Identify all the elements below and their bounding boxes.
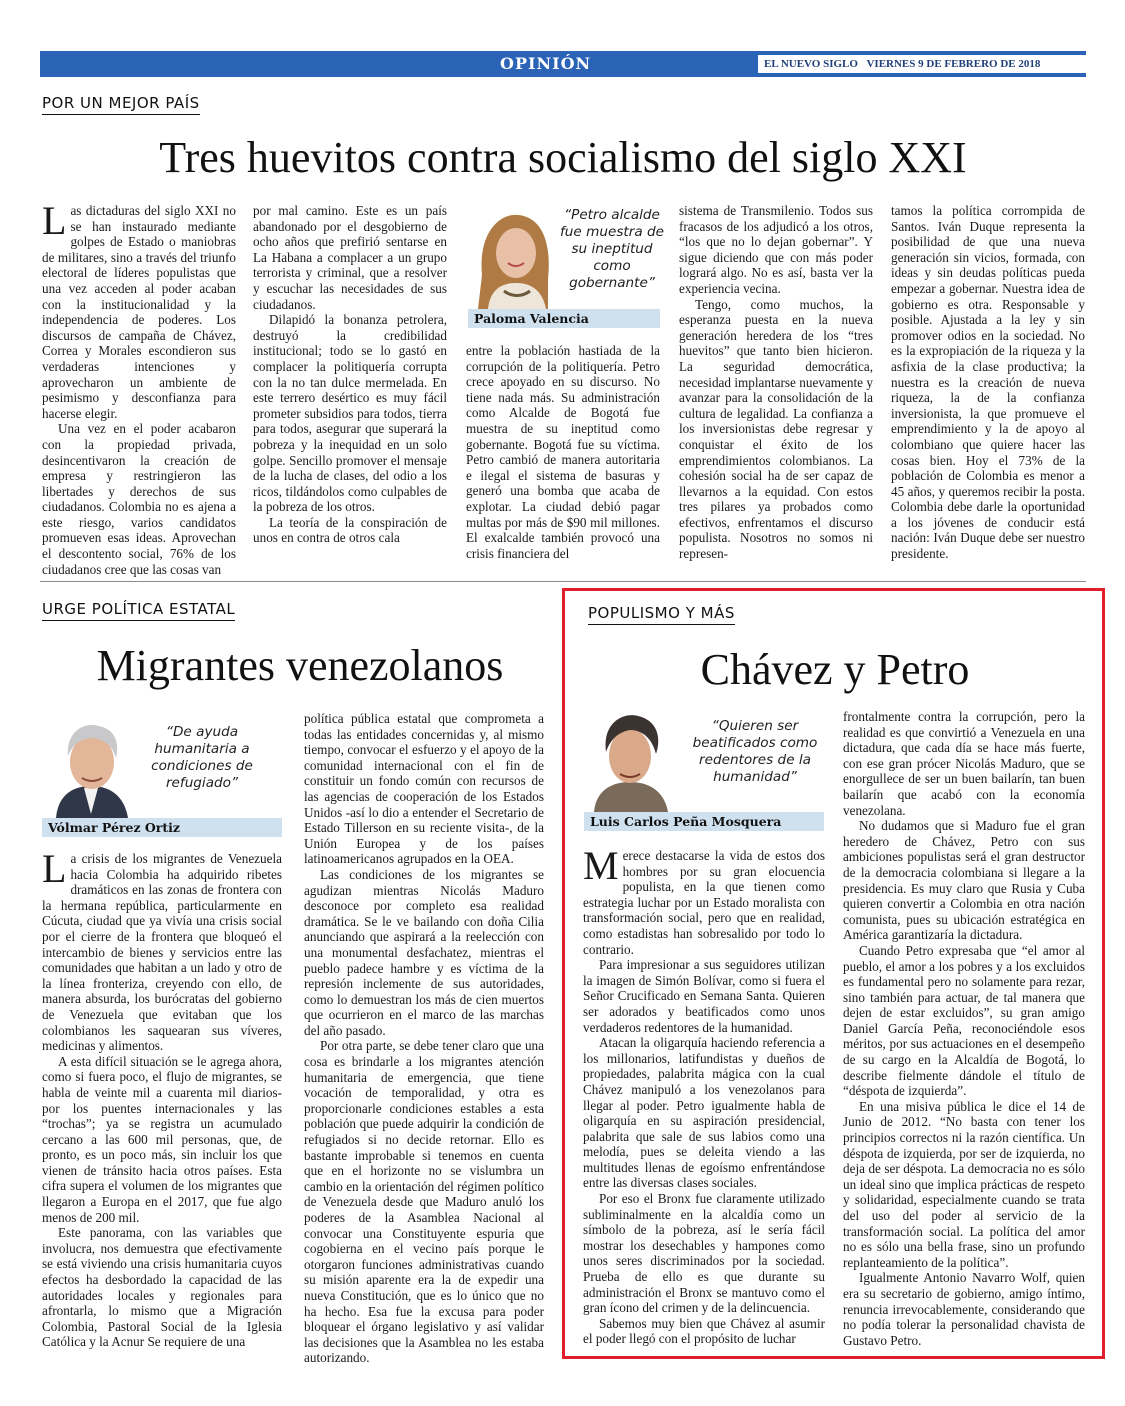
paragraph: Atacan la oligarquía haciendo referencia a los millonarios, latifundistas y dueños de propiedades, palabrita mágica con la cual Chávez manipuló a los venezolanos para llegar al poder. Petro igualmente habla de oligarquía en su aspiración presidencial, palabrita que sale de sus labios como una melodía, pues se deleita viendo a las multitudes llenas de egoísmo enfrentándose entre las diversas clases sociales. [583, 1035, 825, 1191]
issue-date: VIERNES 9 DE FEBRERO DE 2018 [866, 58, 1041, 70]
paragraph: La teoría de la conspiración de unos en contra de otros cala [253, 514, 447, 546]
article2-pull-quote: “De ayuda humanitaria a condiciones de refugiado” [151, 724, 253, 791]
article3-pull-quote: “Quieren ser beatificados como redentores de la humanidad” [692, 718, 818, 785]
section-title: OPINIÓN [500, 54, 592, 73]
paragraph: A esta difícil situación se le agrega ahora, como si fuera poco, el flujo de migrantes, se habla de veinte mil a cuarenta mil diarios- por los puentes internacionales y las “trochas”; ya se registra un acumulado cercano a las 600 mil personas, que, de pronto, es un poco más, sin incluir los que vienen de tránsito hacia otros países. Esta cifra supera el volumen de los migrantes que llegaron a Europa en el 2017, que fue algo menos de 200 mil. [42, 1053, 282, 1225]
paragraph: Las dictaduras del siglo XXI no se han instaurado mediante golpes de Estado o maniobras de militares, sino a través del triunfo electoral de líderes populistas que una vez acceden al poder acaban con la institucionalidad y la independencia de poderes. Los discursos de campaña de Chávez, Correa y Morales escondieron sus verdaderas intenciones y aprovecharon un ambiente de pesimismo y desconfianza para hacerse elegir. [42, 198, 236, 421]
drop-cap: L [42, 198, 67, 243]
paragraph: por mal camino. Este es un país abandonado por el desgobierno de ocho años que prefirió sentarse en La Habana a complacer a un grupo terrorista y criminal, que a resolver y escuchar las necesidades de sus ciudadanos. [253, 203, 447, 312]
article1-kicker: POR UN MEJOR PAÍS [42, 94, 200, 115]
paragraph: tamos la política corrompida de Santos. Iván Duque representa la posibilidad de que una nueva generación sin vicios, formada, con ideas y sin deudas políticas pueda empezar a gobernar. Nuestra idea de gobierno es otra. Responsable y posible. Ajustada a la ley y sin promover odios en la sociedad. No es la expropiación de la riqueza y la asfixia de la clase productiva; la nuestra es la creación de nueva riqueza, la de la confianza inversionista, la que promueve el emprendimiento y la de apoyo al colombiano que quiere hacer las cosas bien. Hoy el 73% de la población de Colombia es menor a 45 años, y queremos recibir la posta. Colombia debe darle la oportunidad a los jóvenes de conducir está nación: Iván Duque debe ser nuestro presidente. [891, 203, 1085, 562]
paragraph: Igualmente Antonio Navarro Wolf, quien era su secretario de gobierno, amigo íntimo, renuncia irrevocablemente, considerando que no podía tolerar la personalidad chavista de Gustavo Petro. [843, 1270, 1085, 1348]
article3-byline: Luis Carlos Peña Mosquera [584, 812, 824, 831]
paragraph: Merece destacarse la vida de estos dos hombres por su gran elocuencia populista, en la que tienen como estrategia luchar por un Estado moralista con transformación social, pero que en realidad, como estadistas han sobresalido por todo lo contrario. [583, 843, 825, 957]
paragraph: entre la población hastiada de la corrupción de la politiquería. Petro crece apoyado en su discurso. No tiene nada más. Su administración como Alcalde de Bogotá fue muestra de su ineptitud como gobernante. Bogotá fue su víctima. Petro cambió de manera autoritaria e ilegal el sistema de basuras y generó una bomba que acaba de explotar. La ciudad debió pagar multas por más de $90 mil millones. El exalcalde también provocó una crisis financiera del [466, 343, 660, 561]
article1-column-1 [42, 198, 236, 577]
article1-column-2 [253, 203, 447, 546]
article3-column-1 [583, 843, 825, 1347]
paragraph: Este panorama, con las variables que involucra, nos demuestra que efectivamente se está viviendo una crisis humanitaria cuyos efectos ha desbordado la capacidad de las autoridades locales y regionales para afrontarla, lo mismo que a Migración Colombia, Pastoral Social de la Iglesia Católica y la Acnur Se requiere de una [42, 1225, 282, 1350]
paragraph: sistema de Transmilenio. Todos sus fracasos de los adjudicó a los otros, “los que no lo dejan gobernar”. Y sigue diciendo que con más poder logrará algo. No es así, basta ver la experiencia vecina. [679, 203, 873, 296]
author-photo-paloma-valencia [468, 205, 560, 309]
paragraph: política pública estatal que comprometa a todas las entidades concernidas y, al mismo tiempo, convocar el esfuerzo y el apoyo de la comunidad internacional con el fin de constituir un fondo común con recursos de las agencias de cooperación de los Estados Unidos -así lo dio a entender el Secretario de Estado Tillerson en su reciente visita-, de la Unión Europea y de los países latinoamericanos agrupados en la OEA. [304, 711, 544, 867]
paragraph: La crisis de los migrantes de Venezuela hacia Colombia ha adquirido ribetes dramáticos en las zonas de frontera con la hermana república, particularmente en Cúcuta, ciudad que ya vivía una crisis social por el cierre de la frontera que bloqueó el intercambio de bienes y servicios entre las comunidades que habitan a un lado y otro de la línea fronteriza, creyendo con ello, de manera absurda, los burócratas del gobierno de Venezuela que evitaban que los colombianos les saquearan sus víveres, medicinas y alimentos. [42, 846, 282, 1054]
author-photo-volmar-perez [42, 714, 140, 818]
paragraph: No dudamos que si Maduro fue el gran heredero de Chávez, Petro con sus ambiciones populistas será el gran destructor de la democracia colombiana si llegare a la presidencia. Es muy claro que Rusia y Cuba quieren convertir a Colombia en otra nación comunista, pues su ubicación estratégica en América garantizaría la dictadura. [843, 818, 1085, 943]
article1-pull-quote: “Petro alcalde fue muestra de su ineptitud como gobernante” [560, 207, 664, 291]
paragraph: Tengo, como muchos, la esperanza puesta en la nueva generación heredera de los “tres huevitos” que tanto bien hicieron. La seguridad democrática, necesidad implantarse nuevamente y avanzar para la consolidación de la cultura de legalidad. La confianza a los inversionistas debe regresar y conquistar el éxito de los emprendimientos colombianos. La cohesión social ha de ser capaz de llevarnos a la equidad. Con estos tres pilares ya probados como efectivos, enfrentamos el discurso populista. Nosotros no somos ni represen- [679, 296, 873, 562]
paragraph: En una misiva pública le dice el 14 de Junio de 2012. “No basta con tener los principios correctos ni la razón científica. Un déspota de izquierda, por ser de izquierda, no deja de ser déspota. La democracia no es sólo un ideal sino que implica prácticas de respeto y solidaridad, especialmente cuando se trata del uso del poder al servicio de la transformación social. La política del amor no es sólo una bella frase, sino un profundo replanteamiento de la política”. [843, 1098, 1085, 1270]
section-header-bar [40, 51, 1086, 77]
article3-kicker: POPULISMO Y MÁS [588, 604, 735, 625]
article2-column-1 [42, 846, 282, 1350]
paragraph: Las condiciones de los migrantes se agudizan mientras Nicolás Maduro desconoce por completo esa realidad dramática. Se le ve bailando con doña Cilia anunciando que aspirará a la reelección con una monumental desfachatez, mientras el pueblo padece hambre y es víctima de la represión inclemente de sus autoridades, como lo demuestran los más de cien muertos que ocurrieron en el marco de las marchas del año pasado. [304, 866, 544, 1038]
paragraph: Una vez en el poder acabaron con la propiedad privada, desincentivaron la creación de empresa y restringieron las libertades y derechos de sus ciudadanos. Colombia no es ajena a este riesgo, varios candidatos promueven esas ideas. Aprovechan el descontento social, 76% de los ciudadanos cree que las cosas van [42, 421, 236, 577]
article1-column-3 [466, 343, 660, 561]
author-photo-luis-carlos-pena [584, 708, 676, 812]
article1-byline: Paloma Valencia [468, 309, 660, 328]
article2-column-2 [304, 711, 544, 1366]
paragraph: frontalmente contra la corrupción, pero la realidad es que convirtió a Venezuela en una dictadura, que cada día se hace más fuerte, con ese gran prócer Nicolás Maduro, que se enorgullece de ser un buen bailarín, tan buen bailarín que acabó con la economía venezolana. [843, 709, 1085, 818]
drop-cap: L [42, 846, 67, 891]
dateline [758, 55, 1096, 73]
portrait-icon [584, 708, 676, 812]
article2-byline: Vólmar Pérez Ortiz [42, 818, 282, 837]
portrait-icon [42, 714, 140, 818]
paragraph: Cuando Petro expresaba que “el amor al pueblo, el amor a los pobres y a los excluidos es fundamental pero no solamente para rezar, sino también para actuar, de tal manera que dejen de estar excluidos”, su gran amigo Daniel García Peña, reconociéndole esos méritos, por sus actuaciones en el desempeño de su cargo en la Alcaldía de Bogotá, lo describe fielmente dándole el título de “déspota de izquierda”. [843, 942, 1085, 1099]
article3-column-2 [843, 709, 1085, 1348]
paragraph: Para impresionar a sus seguidores utilizan la imagen de Simón Bolívar, como si fuera el Señor Crucificado en Semana Santa. Quieren ser adorados y beatificados como unos verdaderos redentores de la humanidad. [583, 957, 825, 1035]
article3-headline: Chávez y Petro [700, 645, 970, 694]
paragraph: Por eso el Bronx fue claramente utilizado subliminalmente en la alcaldía como un símbolo de la pobreza, así le sería fácil mostrar los desechables y hampones como unos seres discriminados por la sociedad. Prueba de ello es que durante su administración el Bronx se mantuvo como el gran ícono del crimen y de la delincuencia. [583, 1191, 825, 1316]
newspaper-name: EL NUEVO SIGLO [764, 58, 858, 70]
drop-cap: M [583, 843, 619, 888]
paragraph: Por otra parte, se debe tener claro que una cosa es brindarle a los migrantes atención humanitaria de emergencia, que tiene vocación de temporalidad, y otra es proporcionarle condiciones estables a esta población que puede adquirir la condición de refugiados si no decide retornar. Ello es bastante improbable si tenemos en cuenta que en el horizonte no se vislumbra un cambio en la orientación del régimen político de Venezuela desde que Maduro anuló los poderes de la Asamblea Nacional al convocar una Constituyente espuria que cogobierna en el vecino país porque le otorgaron funciones administrativas cuando su misión aparente era la de expedir una nueva Constitución, que es lo único que no ha hecho. Esa fue la excusa para poder bloquear el órgano legislativo y así validar las decisiones que la Asamblea no les estaba autorizando. [304, 1038, 544, 1366]
portrait-icon [468, 205, 560, 309]
section-divider [40, 581, 1086, 582]
paragraph: Sabemos muy bien que Chávez al asumir el poder llegó con el propósito de luchar [583, 1315, 825, 1347]
page-number: 9A [1055, 53, 1082, 74]
paragraph: Dilapidó la bonanza petrolera, destruyó la credibilidad institucional; todo se lo gastó en complacer la politiquería corrupta con la no tan dulce mermelada. En este terrero desértico es muy fácil prometer subsidios para todos, tierra para todos, asegurar que superará la pobreza y la inequidad en un solo golpe. Sencillo promover el mensaje de la lucha de clases, del odio a los ricos, tildándolos como culpables de la pobreza de los otros. [253, 312, 447, 515]
article2-headline: Migrantes venezolanos [96, 641, 504, 690]
article1-column-4 [679, 203, 873, 562]
article1-column-5 [891, 203, 1085, 562]
article1-headline: Tres huevitos contra socialismo del siglo XXI [159, 133, 967, 182]
article2-kicker: URGE POLÍTICA ESTATAL [42, 600, 235, 621]
